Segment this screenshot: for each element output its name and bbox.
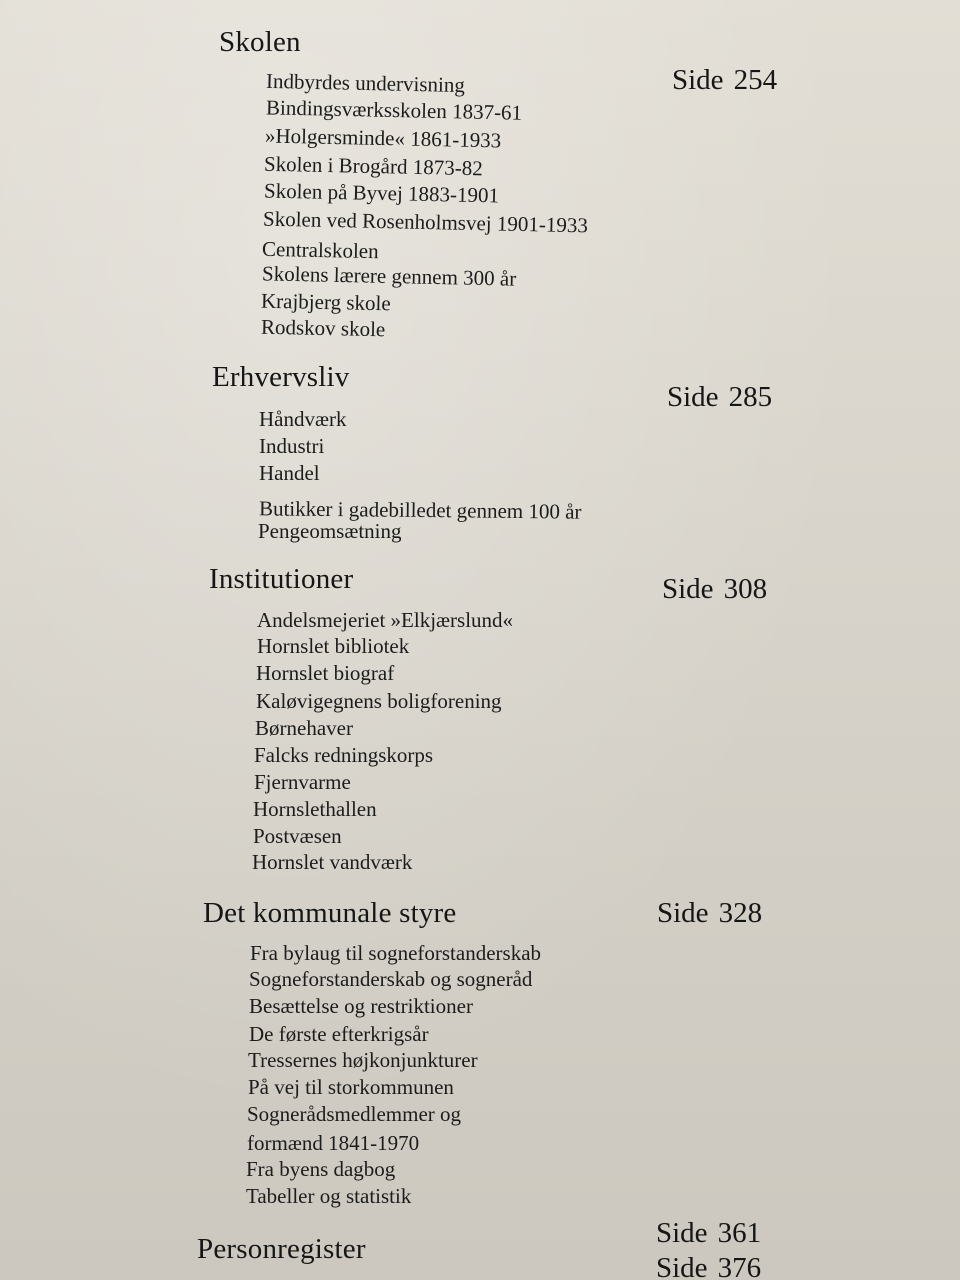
page-ref-det-kommunale-styre [657,897,762,930]
page-ref-personregister [656,1217,761,1250]
section-title-skolen: Skolen [219,26,301,58]
toc-item: Falcks redningskorps [254,743,434,767]
page-number: 254 [733,64,778,96]
toc-item: Bindingsværksskolen 1837-61 [265,95,523,125]
toc-item: Kaløvigegnens boligforening [256,689,502,713]
toc-item: formænd 1841-1970 [247,1131,420,1155]
toc-item: Børnehaver [255,716,353,740]
toc-item: Fra bylaug til sogneforstanderskab [250,941,542,965]
toc-item: Håndværk [259,407,347,431]
page-number: 308 [723,573,768,605]
toc-item: Hornslet bibliotek [257,634,410,658]
page-label: Side [657,897,709,929]
page-label: Side [656,1217,708,1249]
toc-item: Butikker i gadebilledet gennem 100 år [258,496,582,524]
toc-item: »Holgersminde« 1861-1933 [264,123,502,153]
page-label: Side [662,573,714,605]
toc-item: Indbyrdes undervisning [265,68,466,98]
toc-item: Besættelse og restriktioner [249,994,473,1018]
page-ref-trailing [656,1252,761,1280]
toc-item: Pengeomsætning [258,519,402,543]
page-ref-skolen [672,64,777,97]
toc-item: Tressernes højkonjunkturer [248,1048,478,1072]
page-number: 285 [728,381,773,413]
toc-item: Skolen i Brogård 1873-82 [263,151,483,181]
toc-item: Handel [259,461,320,485]
toc-item: Sognerådsmedlemmer og [247,1102,462,1126]
toc-item: Centralskolen [261,236,379,264]
page-label: Side [672,64,724,96]
toc-item: Rodskov skole [260,314,386,342]
page-label: Side [667,381,719,413]
page-number: 376 [717,1252,762,1280]
toc-item: Tabeller og statistik [246,1184,412,1208]
toc-item: Fra byens dagbog [246,1157,396,1181]
section-title-erhvervsliv: Erhvervsliv [212,361,350,393]
toc-item: De første efterkrigsår [249,1022,429,1046]
toc-item: Sogneforstanderskab og sogneråd [249,967,533,991]
toc-item: Hornslet vandværk [252,850,413,874]
section-title-det-kommunale-styre: Det kommunale styre [203,897,457,929]
toc-item: Hornslet biograf [256,661,395,685]
toc-item: Postvæsen [253,824,342,848]
toc-item: På vej til storkommunen [248,1075,454,1099]
page-label: Side [656,1252,708,1280]
toc-item: Andelsmejeriet »Elkjærslund« [257,608,514,632]
section-title-institutioner: Institutioner [209,563,354,595]
toc-item: Skolen ved Rosenholmsvej 1901-1933 [262,206,589,238]
page-ref-erhvervsliv [667,381,772,414]
toc-item: Skolens lærere gennem 300 år [261,261,517,291]
page-ref-institutioner [662,573,767,606]
toc-item: Hornslethallen [253,797,377,821]
toc-item: Krajbjerg skole [260,288,391,316]
section-title-personregister: Personregister [197,1233,366,1265]
toc-item: Skolen på Byvej 1883-1901 [263,178,500,208]
toc-item: Fjernvarme [254,770,351,794]
page-number: 328 [718,897,763,929]
toc-item: Industri [259,434,325,458]
page-number: 361 [717,1217,762,1249]
